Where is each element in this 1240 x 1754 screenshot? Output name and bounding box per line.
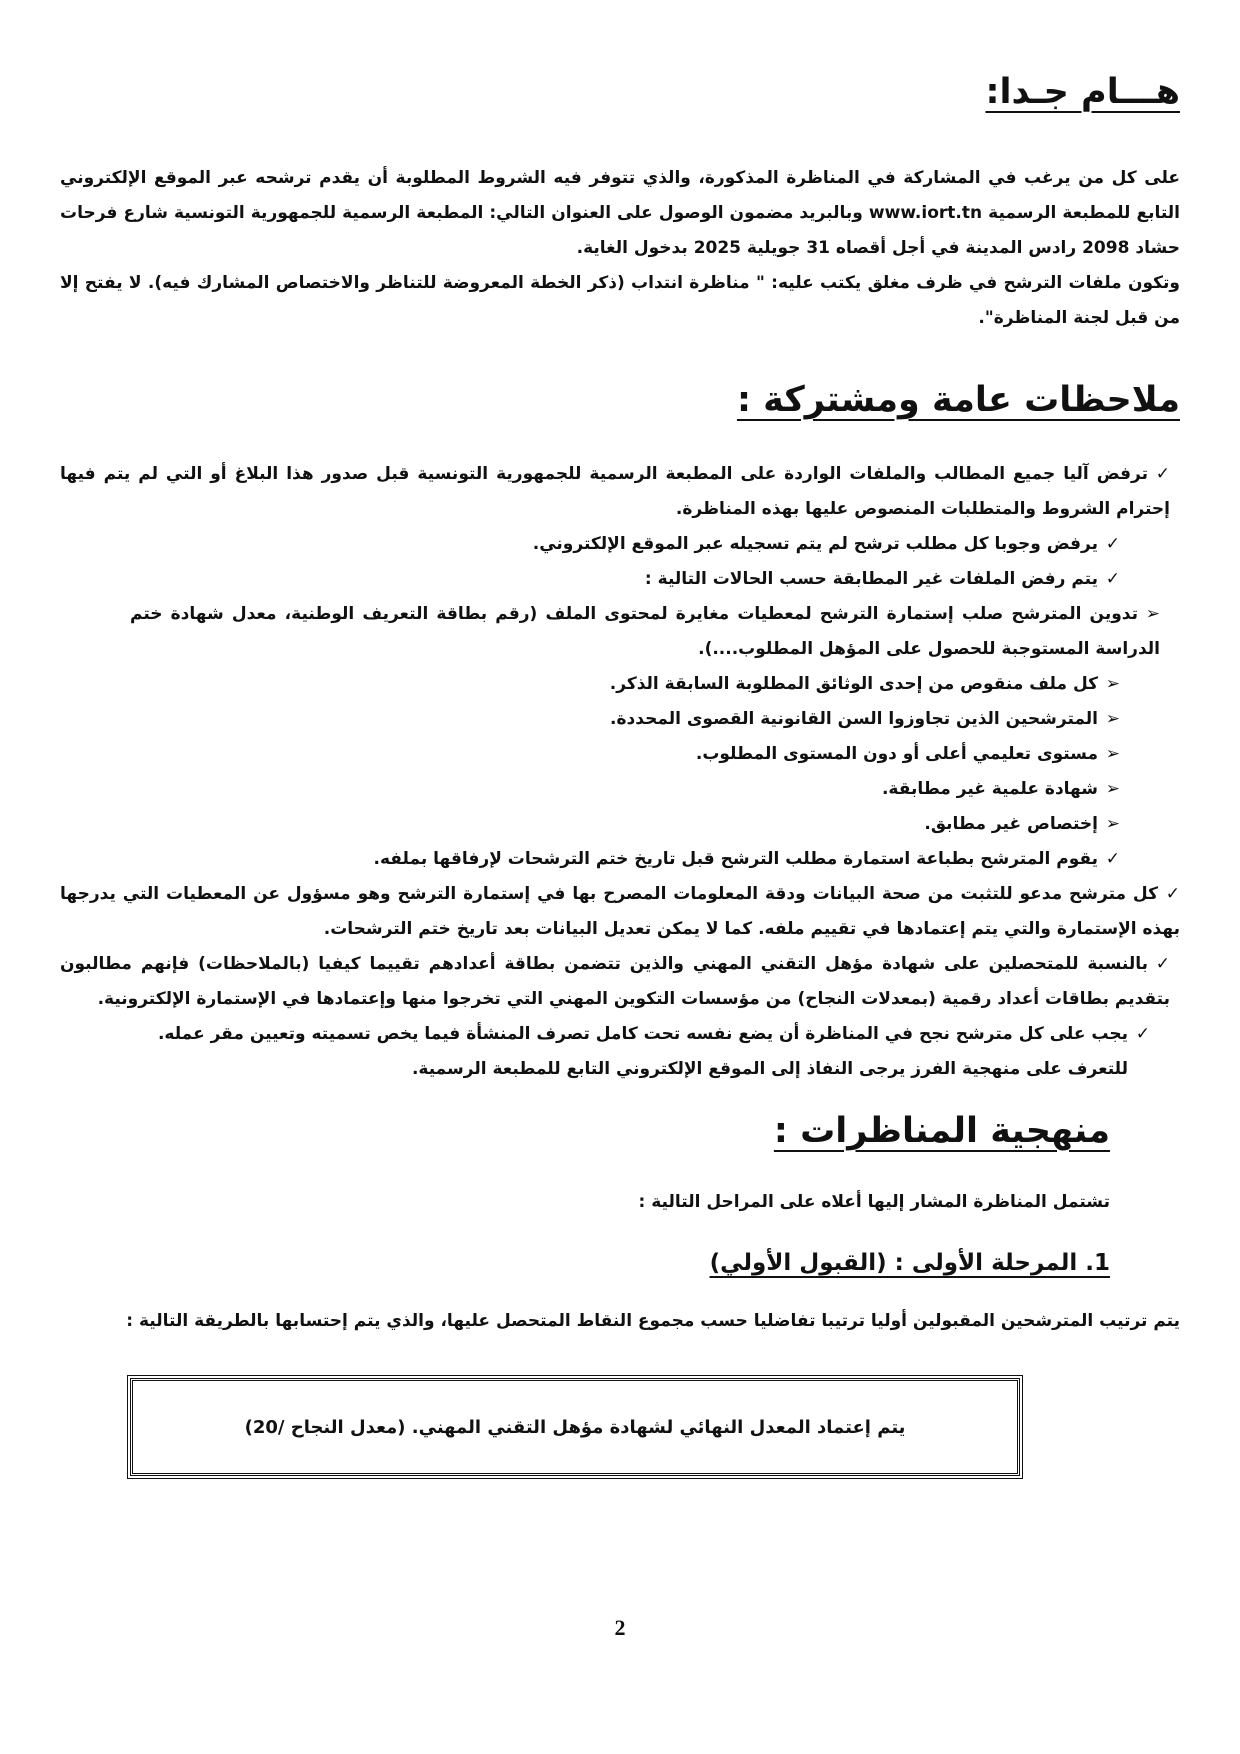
note-sorting-method bbox=[60, 1052, 1180, 1087]
case-item bbox=[60, 702, 1180, 737]
arrow-icon: ➢ bbox=[1145, 604, 1160, 624]
case-text: كل ملف منقوص من إحدى الوثائق المطلوبة السابقة الذكر. bbox=[609, 674, 1098, 694]
note-text: يجب على كل مترشح نجح في المناظرة أن يضع نفسه تحت كامل تصرف المنشأة فيما يخص تسميته وتعيين مقر عمله. bbox=[157, 1024, 1128, 1044]
important-heading: هـــام جـدا: bbox=[985, 72, 1180, 112]
note-verify-data bbox=[60, 877, 1180, 947]
note-reject-cases-intro bbox=[60, 562, 1180, 597]
case-item bbox=[60, 597, 1180, 667]
case-item bbox=[60, 807, 1180, 842]
arrow-icon: ➢ bbox=[1105, 814, 1120, 834]
grading-box bbox=[130, 1378, 1020, 1476]
case-text: المترشحين الذين تجاوزوا السن القانونية القصوى المحددة. bbox=[610, 709, 1098, 729]
case-text: شهادة علمية غير مطابقة. bbox=[881, 779, 1098, 799]
note-reject-unregistered bbox=[60, 527, 1180, 562]
note-text: بالنسبة للمتحصلين على شهادة مؤهل التقني المهني والذين تتضمن بطاقة أعدادهم تقييما كيفيا (بالملاحظات) فإنهم مطالبون بتقديم بطاقات أعداد رقمية (بمعدلات النجاح) من مؤسسات التكوين المهني التي تخرجوا منها وإعتمادها في الإستمارة الإلكترونية. bbox=[60, 954, 1170, 1009]
case-text: مستوى تعليمي أعلى أو دون المستوى المطلوب. bbox=[695, 744, 1098, 764]
arrow-icon: ➢ bbox=[1105, 674, 1120, 694]
check-icon: ✓ bbox=[1155, 464, 1170, 484]
check-icon: ✓ bbox=[1155, 954, 1170, 974]
case-item bbox=[60, 737, 1180, 772]
arrow-icon: ➢ bbox=[1105, 744, 1120, 764]
note-text: ترفض آليا جميع المطالب والملفات الواردة على المطبعة الرسمية للجمهورية التونسية قبل صدور هذا البلاغ أو التي لم يتم فيها إحترام الشروط والمتطلبات المنصوص عليها بهذه المناظرة. bbox=[60, 464, 1170, 519]
note-text: يرفض وجوبا كل مطلب ترشح لم يتم تسجيله عبر الموقع الإلكتروني. bbox=[532, 534, 1098, 554]
note-text: للتعرف على منهجية الفرز يرجى النفاذ إلى الموقع الإلكتروني التابع للمطبعة الرسمية. bbox=[411, 1059, 1128, 1079]
note-text: يتم رفض الملفات غير المطابقة حسب الحالات التالية : bbox=[644, 569, 1098, 589]
note-print-form bbox=[60, 842, 1180, 877]
check-icon: ✓ bbox=[1135, 1024, 1150, 1044]
check-icon: ✓ bbox=[1105, 534, 1120, 554]
note-technician-cert bbox=[60, 947, 1180, 1017]
general-notes-heading: ملاحظات عامة ومشتركة : bbox=[736, 379, 1180, 420]
document-page bbox=[60, 70, 1180, 1339]
stage1-heading: 1. المرحلة الأولى : (القبول الأولي) bbox=[709, 1249, 1110, 1276]
envelope-paragraph: وتكون ملفات الترشح في ظرف مغلق يكتب عليه: " مناظرة انتداب (ذكر الخطة المعروضة للتناظر والاختصاص المشارك فيه). لا يفتح إلا من قبل لجنة المناظرة". bbox=[60, 272, 1180, 328]
check-icon: ✓ bbox=[1105, 849, 1120, 869]
note-successful-candidate bbox=[60, 1017, 1180, 1052]
grading-box-text: يتم إعتماد المعدل النهائي لشهادة مؤهل التقني المهني. (معدل النجاح /20) bbox=[244, 1416, 906, 1438]
case-text: إختصاص غير مطابق. bbox=[924, 814, 1098, 834]
application-paragraph: على كل من يرغب في المشاركة في المناظرة المذكورة، والذي تتوفر فيه الشروط المطلوبة أن يقدم ترشحه عبر الموقع الإلكتروني التابع للمطبعة الرسمية www.iort.tn وبالبريد مضمون الوصول على العنوان التالي: المطبعة الرسمية للجمهورية التونسية شارع فرحات حشاد 2098 رادس المدينة في أجل أقصاه 31 جويلية 2025 بدخول الغاية. bbox=[60, 167, 1180, 258]
check-icon: ✓ bbox=[1105, 569, 1120, 589]
arrow-icon: ➢ bbox=[1105, 779, 1120, 799]
methodology-intro: تشتمل المناظرة المشار إليها أعلاه على المراحل التالية : bbox=[638, 1191, 1110, 1212]
case-item bbox=[60, 772, 1180, 807]
methodology-heading: منهجية المناظرات : bbox=[773, 1111, 1110, 1151]
check-icon: ✓ bbox=[1165, 884, 1180, 904]
page-number: 2 bbox=[614, 1615, 626, 1640]
case-item bbox=[60, 667, 1180, 702]
stage1-text: يتم ترتيب المترشحين المقبولين أوليا ترتيبا تفاضليا حسب مجموع النقاط المتحصل عليها، والذي يتم إحتسابها بالطريقة التالية : bbox=[126, 1310, 1180, 1331]
note-text: يقوم المترشح بطباعة استمارة مطلب الترشح قبل تاريخ ختم الترشحات لإرفاقها بملفه. bbox=[373, 849, 1098, 869]
note-text: كل مترشح مدعو للتثبت من صحة البيانات ودقة المعلومات المصرح بها في إستمارة الترشح وهو مسؤول عن المعطيات التي يدرجها بهذه الإستمارة والتي يتم إعتمادها في تقييم ملفه. كما لا يمكن تعديل البيانات بعد تاريخ ختم الترشحات. bbox=[60, 884, 1180, 939]
arrow-icon: ➢ bbox=[1105, 709, 1120, 729]
note-reject-all bbox=[60, 457, 1180, 527]
case-text: تدوين المترشح صلب إستمارة الترشح لمعطيات مغايرة لمحتوى الملف (رقم بطاقة التعريف الوطنية، معدل شهادة ختم الدراسة المستوجبة للحصول على المؤهل المطلوب....). bbox=[130, 604, 1160, 659]
